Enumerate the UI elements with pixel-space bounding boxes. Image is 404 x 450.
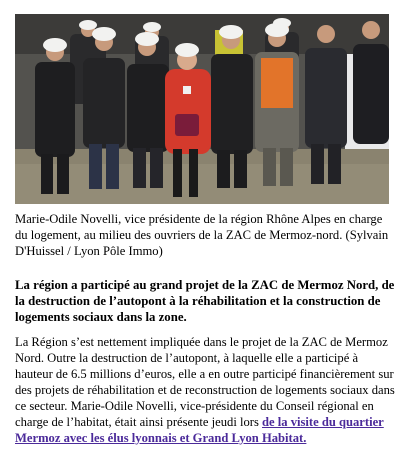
article-body	[15, 334, 395, 446]
article-body-text: La Région s’est nettement impliquée dans le projet de la ZAC de Mermoz Nord. Outre la destruction de l’autopont, à laquelle elle a participé à hauteur de 6.5 millions d’euros, elle a en outre participé financièrement sur des projets de réhabilitation et de reconstruction de logements sociaux dans ce secteur. Marie-Odile Novelli, vice-présidente du Conseil régional en charge de l’habitat, était ainsi présente jeudi lors	[15, 335, 395, 429]
article-photo	[15, 14, 389, 204]
article-lead: La région a participé au grand projet de la ZAC de Mermoz Nord, de la destruction de l’autopont à la réhabilitation et la construction de logements sociaux dans la zone.	[15, 278, 395, 324]
group-photo-illustration	[15, 14, 389, 204]
photo-caption: Marie-Odile Novelli, vice présidente de la région Rhône Alpes en charge du logement, au milieu des ouvriers de la ZAC de Mermoz-nord. (Sylvain D'Huissel / Lyon Pôle Immo)	[15, 212, 389, 258]
mermoz-visit-link[interactable]: de la visite du quartier Mermoz avec les élus lyonnais et Grand Lyon Habitat.	[15, 415, 384, 445]
